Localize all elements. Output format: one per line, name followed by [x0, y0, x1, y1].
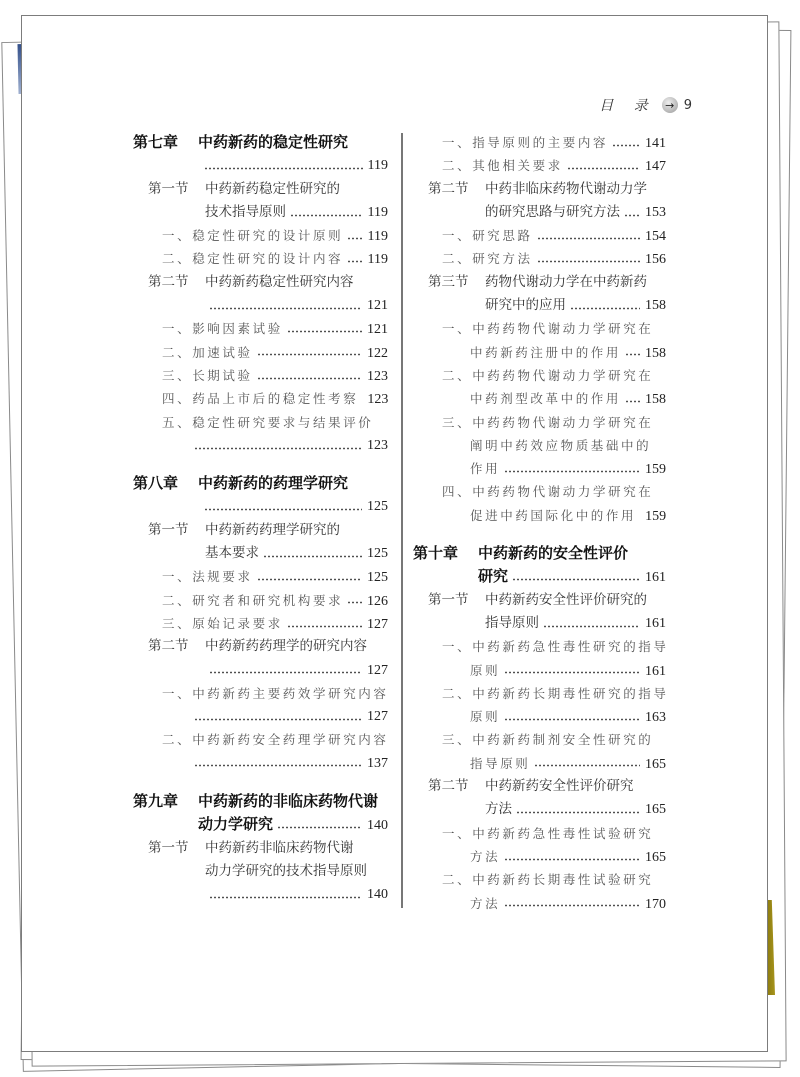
dot-leader — [625, 348, 640, 356]
toc-page-number: 161 — [645, 615, 666, 631]
toc-item-title: 三、中药新药制剂安全性研究的 — [442, 732, 654, 748]
toc-item[interactable] — [413, 822, 666, 869]
toc-section[interactable] — [413, 271, 666, 318]
toc-line — [413, 247, 666, 270]
dot-leader — [512, 573, 640, 581]
toc-chapter-number: 第七章 — [133, 133, 179, 151]
dot-leader — [504, 465, 640, 473]
toc-page-number: 156 — [645, 252, 666, 268]
toc-item[interactable] — [133, 387, 388, 410]
toc-page-number: 158 — [645, 298, 666, 314]
toc-item-title: 一、中药药物代谢动力学研究在 — [442, 321, 654, 337]
toc-item[interactable] — [413, 364, 666, 411]
toc-item[interactable] — [133, 224, 388, 247]
dot-leader — [504, 666, 640, 674]
dot-leader — [290, 209, 363, 217]
toc-item-title: 三、长期试验 — [162, 367, 253, 383]
toc-line — [133, 682, 388, 705]
toc-line — [133, 752, 388, 775]
toc-page-number: 125 — [367, 499, 388, 515]
dot-leader — [537, 255, 640, 263]
toc-page-number: 158 — [645, 345, 666, 361]
toc-line — [413, 892, 666, 915]
toc-line — [413, 845, 666, 868]
toc-item-title: 四、药品上市后的稳定性考察 — [162, 391, 359, 407]
toc-item-title: 二、中药新药长期毒性试验研究 — [442, 872, 654, 888]
dot-leader — [347, 232, 362, 240]
toc-line — [133, 434, 388, 457]
dot-leader — [537, 232, 640, 240]
toc-item[interactable] — [413, 224, 666, 247]
toc-page-number: 158 — [645, 392, 666, 408]
toc-section-title: 中药新药药理学的研究内容 — [205, 638, 367, 655]
toc-section-number: 第一节 — [148, 180, 189, 197]
toc-line — [413, 542, 666, 565]
dot-leader — [516, 806, 640, 814]
toc-section-number: 第一节 — [148, 839, 189, 856]
toc-page-number: 126 — [367, 593, 388, 609]
dot-leader — [504, 713, 640, 721]
toc-page-number: 123 — [367, 368, 388, 384]
toc-item-title: 一、稳定性研究的设计原则 — [162, 228, 344, 244]
toc-item-title: 三、原始记录要求 — [162, 615, 283, 631]
dot-leader — [287, 325, 362, 333]
toc-line — [133, 247, 388, 270]
dot-leader — [347, 255, 362, 263]
toc-item-title: 三、中药药物代谢动力学研究在 — [442, 414, 654, 430]
toc-section-number: 第二节 — [148, 273, 189, 290]
toc-page-number: 123 — [367, 392, 389, 408]
toc-line — [413, 589, 666, 612]
toc-page-number: 119 — [367, 158, 388, 174]
toc-item-title: 原则 — [470, 709, 501, 725]
toc-line — [413, 612, 666, 635]
toc-line — [413, 411, 666, 434]
toc-section-title: 研究中的应用 — [485, 297, 566, 314]
toc-chapter-number: 第八章 — [133, 474, 179, 493]
toc-chapter-title: 中药新药的安全性评价 — [478, 544, 629, 563]
toc-item[interactable] — [133, 565, 388, 588]
dot-leader — [534, 759, 640, 767]
toc-line — [413, 728, 666, 751]
toc-section-title: 基本要求 — [205, 545, 259, 562]
toc-line — [413, 364, 666, 387]
dot-leader — [277, 821, 362, 829]
toc-item[interactable] — [133, 341, 388, 364]
toc-section-title: 中药新药非临床药物代谢 — [205, 839, 354, 856]
toc-item[interactable] — [133, 364, 388, 387]
toc-item-title: 方法 — [470, 895, 501, 911]
toc-line — [133, 589, 388, 612]
toc-section-title: 技术指导原则 — [205, 203, 286, 220]
toc-line — [133, 341, 388, 364]
toc-line — [133, 294, 388, 317]
toc-section-number: 第二节 — [428, 778, 469, 795]
toc-section[interactable] — [413, 589, 666, 636]
toc-section[interactable] — [133, 635, 388, 682]
dot-leader — [612, 139, 640, 147]
toc-item-title: 二、加速试验 — [162, 344, 253, 360]
toc-item[interactable] — [413, 682, 669, 729]
toc-line — [133, 883, 388, 906]
toc-line — [413, 504, 666, 527]
toc-chapter[interactable] — [133, 472, 388, 519]
toc-section[interactable] — [133, 519, 388, 566]
toc-section-title: 方法 — [485, 801, 512, 818]
toc-item-title: 一、研究思路 — [442, 228, 533, 244]
dot-leader — [194, 713, 362, 721]
toc-chapter-title: 中药新药的非临床药物代谢 — [198, 792, 379, 811]
toc-page-number: 153 — [645, 204, 666, 220]
toc-line — [133, 224, 388, 247]
toc-item-title: 二、稳定性研究的设计内容 — [162, 251, 344, 267]
toc-item-title: 指导原则 — [470, 755, 531, 771]
toc-section-number: 第三节 — [428, 273, 469, 290]
toc-section-title: 中药新药安全性评价研究的 — [485, 591, 647, 608]
toc-line — [413, 822, 666, 845]
toc-line — [413, 224, 666, 247]
toc-page-number: 170 — [645, 896, 666, 912]
toc-section-title: 中药新药稳定性研究的 — [205, 180, 340, 197]
toc-line — [133, 635, 388, 658]
toc-page-number: 140 — [367, 818, 388, 834]
dot-leader — [504, 853, 640, 861]
toc-line — [413, 201, 666, 224]
toc-page-number: 121 — [367, 322, 388, 338]
dot-leader — [204, 162, 363, 170]
toc-chapter[interactable] — [133, 131, 388, 178]
toc-section-title: 中药新药药理学研究的 — [205, 521, 340, 538]
toc-page-number: 125 — [367, 570, 388, 586]
toc-line — [413, 752, 666, 775]
toc-line — [413, 154, 666, 177]
toc-line — [133, 178, 388, 201]
toc-line — [133, 860, 388, 883]
dot-leader — [209, 891, 362, 899]
toc-line — [133, 612, 388, 635]
toc-item-title: 原则 — [470, 662, 501, 678]
dot-leader — [209, 666, 362, 674]
toc-line — [133, 813, 388, 836]
toc-item-title: 方法 — [470, 848, 501, 864]
dot-leader — [194, 759, 362, 767]
toc-line — [413, 434, 666, 457]
toc-line — [133, 519, 388, 542]
dot-leader — [570, 302, 640, 310]
toc-item-title: 一、指导原则的主要内容 — [442, 135, 609, 150]
toc-item[interactable] — [413, 131, 666, 154]
dot-leader — [625, 395, 640, 403]
toc-line — [133, 387, 388, 410]
toc-item-title: 作用 — [470, 461, 501, 477]
toc-section-title: 动力学研究的技术指导原则 — [205, 862, 367, 879]
toc-page-number: 165 — [645, 756, 666, 772]
toc-chapter-title: 中药新药的稳定性研究 — [198, 133, 349, 151]
toc-page-number: 137 — [367, 755, 388, 771]
toc-item-title: 一、影响因素试验 — [162, 321, 283, 337]
toc-page-number: 125 — [367, 546, 388, 562]
toc-line — [133, 837, 388, 860]
toc-section-title: 药物代谢动力学在中药新药 — [485, 273, 647, 290]
toc-item-title: 阐明中药效应物质基础中的 — [470, 437, 652, 453]
toc-page-number: 163 — [645, 710, 666, 726]
toc-line — [413, 457, 666, 480]
toc-item[interactable] — [413, 317, 666, 364]
toc-item-title: 二、中药新药长期毒性研究的指导 — [442, 685, 669, 701]
toc-item[interactable] — [133, 247, 388, 270]
toc-section[interactable] — [413, 178, 666, 225]
toc-line — [413, 178, 666, 201]
toc-page-number: 127 — [367, 662, 388, 678]
toc-line — [413, 271, 666, 294]
toc-page-number: 127 — [367, 709, 388, 725]
toc-item[interactable] — [413, 635, 669, 682]
dot-leader — [194, 442, 362, 450]
toc-chapter-title: 中药新药的药理学研究 — [198, 474, 349, 493]
toc-page-number: 165 — [645, 849, 666, 865]
toc-item-title: 一、法规要求 — [162, 569, 253, 585]
toc-section-title: 中药非临床药物代谢动力学 — [485, 180, 647, 197]
toc-item-title: 中药剂型改革中的作用 — [470, 391, 622, 407]
dot-leader — [209, 302, 362, 310]
toc-item[interactable] — [133, 317, 388, 340]
toc-item[interactable] — [413, 480, 666, 527]
toc-item[interactable] — [133, 682, 388, 729]
toc-page-number: 123 — [367, 437, 388, 453]
toc-line — [133, 705, 388, 728]
toc-line — [413, 682, 669, 705]
toc-page-number: 119 — [367, 252, 388, 268]
dot-leader — [543, 620, 640, 628]
toc-line — [413, 131, 666, 154]
toc-section[interactable] — [133, 271, 388, 318]
toc-item[interactable] — [133, 728, 388, 775]
toc-line — [413, 775, 666, 798]
toc-item-title: 中药新药注册中的作用 — [470, 344, 622, 360]
toc-column-right — [413, 131, 669, 915]
toc-line — [413, 387, 666, 410]
toc-line — [413, 480, 666, 503]
toc-line — [133, 790, 388, 813]
toc-section-title: 中药新药稳定性研究内容 — [205, 273, 354, 290]
toc-line — [133, 131, 388, 154]
toc-line — [413, 565, 666, 588]
toc-page-number: 121 — [367, 298, 388, 314]
toc-item-title: 四、中药药物代谢动力学研究在 — [442, 484, 654, 500]
toc-chapter-number: 第十章 — [413, 544, 459, 563]
toc-line — [413, 868, 666, 891]
toc-page-number: 119 — [367, 229, 388, 245]
toc-column-left — [133, 131, 388, 907]
toc-item[interactable] — [413, 247, 666, 270]
toc-page-number: 122 — [367, 345, 388, 361]
toc-item-title: 促进中药国际化中的作用 — [470, 507, 637, 523]
toc-section[interactable] — [413, 775, 666, 822]
toc-line — [133, 364, 388, 387]
toc-item[interactable] — [413, 154, 666, 177]
toc-chapter-title: 动力学研究 — [198, 815, 274, 834]
toc-item[interactable] — [413, 868, 666, 915]
toc-section-number: 第二节 — [428, 180, 469, 197]
toc-item-title: 一、中药新药主要药效学研究内容 — [162, 685, 389, 701]
page-number: 9 — [683, 97, 692, 113]
toc-line — [413, 341, 666, 364]
toc-line — [413, 798, 666, 821]
toc-line — [133, 542, 388, 565]
toc-page-number: 159 — [645, 508, 667, 524]
toc-item[interactable] — [133, 589, 388, 612]
running-header — [599, 95, 692, 115]
toc-chapter-number: 第九章 — [133, 792, 179, 811]
toc-section-title: 的研究思路与研究方法 — [485, 203, 620, 220]
toc-chapter[interactable] — [133, 790, 388, 837]
toc-item[interactable] — [133, 612, 388, 635]
toc-line — [133, 495, 388, 518]
toc-section-number: 第一节 — [148, 521, 189, 538]
dot-leader — [257, 348, 362, 356]
toc-line — [413, 659, 666, 682]
column-divider — [401, 133, 403, 908]
dot-leader — [263, 550, 362, 558]
dot-leader — [257, 573, 362, 581]
toc-line — [413, 317, 666, 340]
toc-line — [133, 271, 388, 294]
dot-leader — [257, 372, 362, 380]
toc-item[interactable] — [413, 411, 666, 481]
toc-chapter[interactable] — [413, 542, 666, 589]
toc-item-title: 二、其他相关要求 — [442, 158, 563, 174]
toc-line — [133, 154, 388, 177]
toc-line — [413, 635, 669, 658]
toc-item-title: 二、研究方法 — [442, 251, 533, 267]
toc-page-number: 141 — [645, 136, 666, 151]
toc-item[interactable] — [413, 728, 666, 775]
toc-section-number: 第一节 — [428, 591, 469, 608]
toc-page-number: 165 — [645, 802, 666, 818]
toc-item-title: 二、中药药物代谢动力学研究在 — [442, 367, 654, 383]
toc-item-title: 二、中药新药安全药理学研究内容 — [162, 732, 389, 748]
dot-leader — [347, 596, 362, 604]
toc-page-number: 119 — [367, 204, 388, 220]
dot-leader — [204, 503, 362, 511]
dot-leader — [504, 899, 640, 907]
toc-item-title: 五、稳定性研究要求与结果评价 — [162, 414, 374, 430]
toc-item-title: 二、研究者和研究机构要求 — [162, 592, 344, 608]
toc-section[interactable] — [133, 178, 388, 225]
toc-page-number: 140 — [367, 887, 388, 903]
toc-line — [133, 659, 388, 682]
toc-item[interactable] — [133, 411, 388, 458]
toc-page-number: 147 — [645, 159, 666, 175]
toc-section-title: 指导原则 — [485, 614, 539, 631]
toc-page-number: 154 — [645, 229, 666, 245]
toc-line — [133, 472, 388, 495]
toc-chapter-title: 研究 — [478, 567, 509, 586]
toc-line — [133, 201, 388, 224]
toc-page-number: 127 — [367, 616, 388, 632]
toc-line — [133, 317, 388, 340]
header-label: 目 录 — [599, 98, 656, 114]
toc-line — [133, 728, 388, 751]
toc-item-title: 一、中药新药急性毒性试验研究 — [442, 825, 654, 841]
toc-line — [133, 565, 388, 588]
toc-page-number: 161 — [645, 570, 666, 586]
toc-line — [413, 294, 666, 317]
dot-leader — [567, 162, 640, 170]
toc-section[interactable] — [133, 837, 388, 907]
toc-item-title: 一、中药新药急性毒性研究的指导 — [442, 639, 669, 655]
toc-page-number: 161 — [645, 663, 666, 679]
toc-page-number: 159 — [645, 462, 666, 478]
toc-line — [413, 705, 666, 728]
dot-leader — [624, 209, 640, 217]
toc-section-title: 中药新药安全性评价研究 — [485, 778, 634, 795]
toc-section-number: 第二节 — [148, 638, 189, 655]
arrow-right-circle-icon: → — [662, 97, 678, 113]
toc-line — [133, 411, 388, 434]
dot-leader — [287, 620, 362, 628]
